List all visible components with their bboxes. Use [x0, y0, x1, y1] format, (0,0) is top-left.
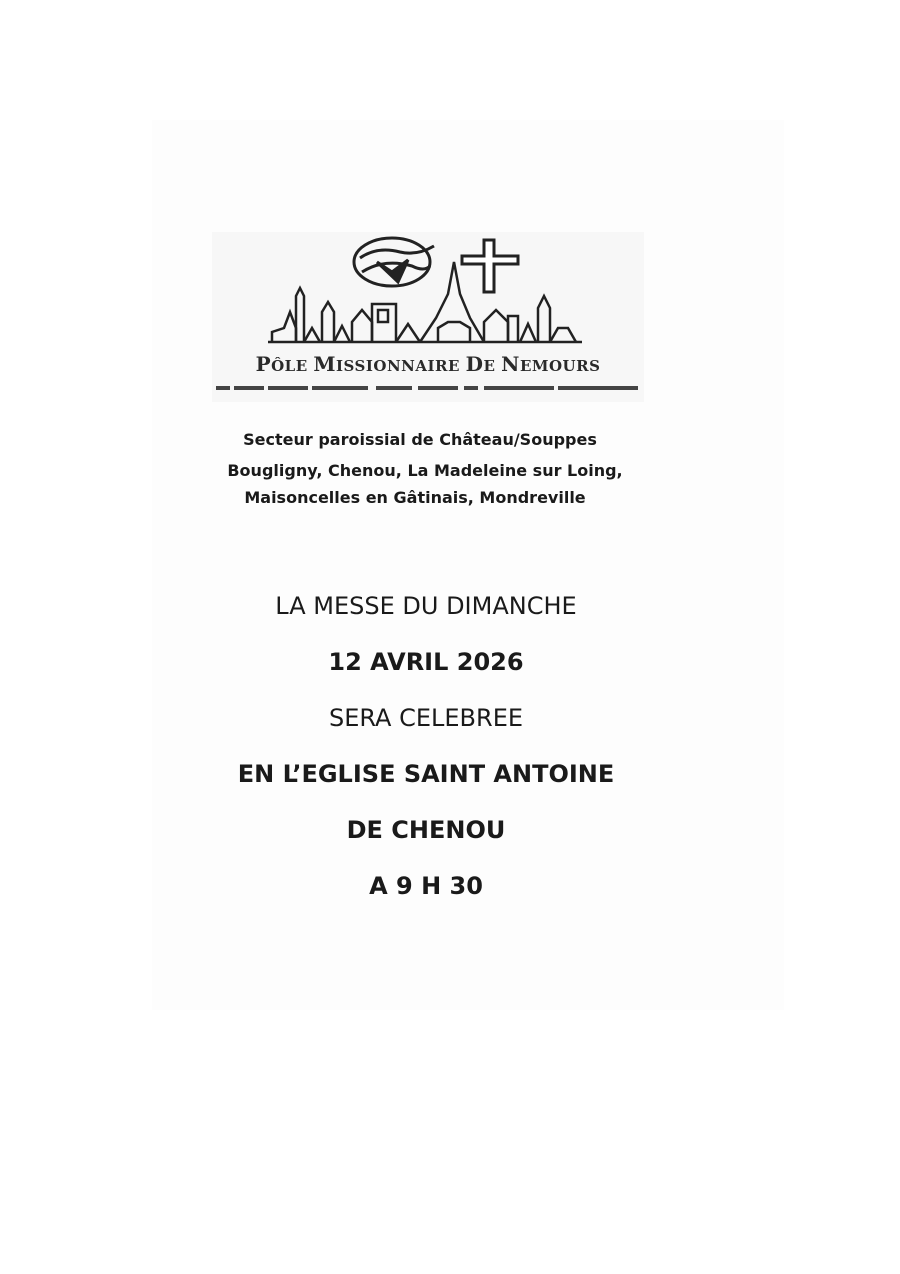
illegible-address-line	[216, 383, 644, 393]
announcement-place: DE CHENOU	[346, 816, 506, 844]
organization-name: PÔLE MISSIONNAIRE DE NEMOURS	[255, 352, 601, 376]
announcement-date: 12 AVRIL 2026	[328, 648, 524, 676]
dove-globe-icon	[354, 238, 434, 286]
sector-villages-line-1: Bougligny, Chenou, La Madeleine sur Loing,	[227, 461, 623, 480]
announcement-church: EN L’EGLISE SAINT ANTOINE	[237, 760, 615, 788]
announcement-line-mass: LA MESSE DU DIMANCHE	[275, 592, 577, 620]
announcement-time: A 9 H 30	[369, 872, 483, 900]
sector-title: Secteur paroissial de Château/Souppes	[243, 430, 597, 449]
logo-emblem	[212, 232, 644, 352]
announcement-line-celebrated: SERA CELEBREE	[328, 704, 524, 732]
pole-missionnaire-logo	[212, 232, 644, 402]
cross-icon	[462, 240, 518, 292]
sector-villages-line-2: Maisoncelles en Gâtinais, Mondreville	[244, 488, 586, 507]
